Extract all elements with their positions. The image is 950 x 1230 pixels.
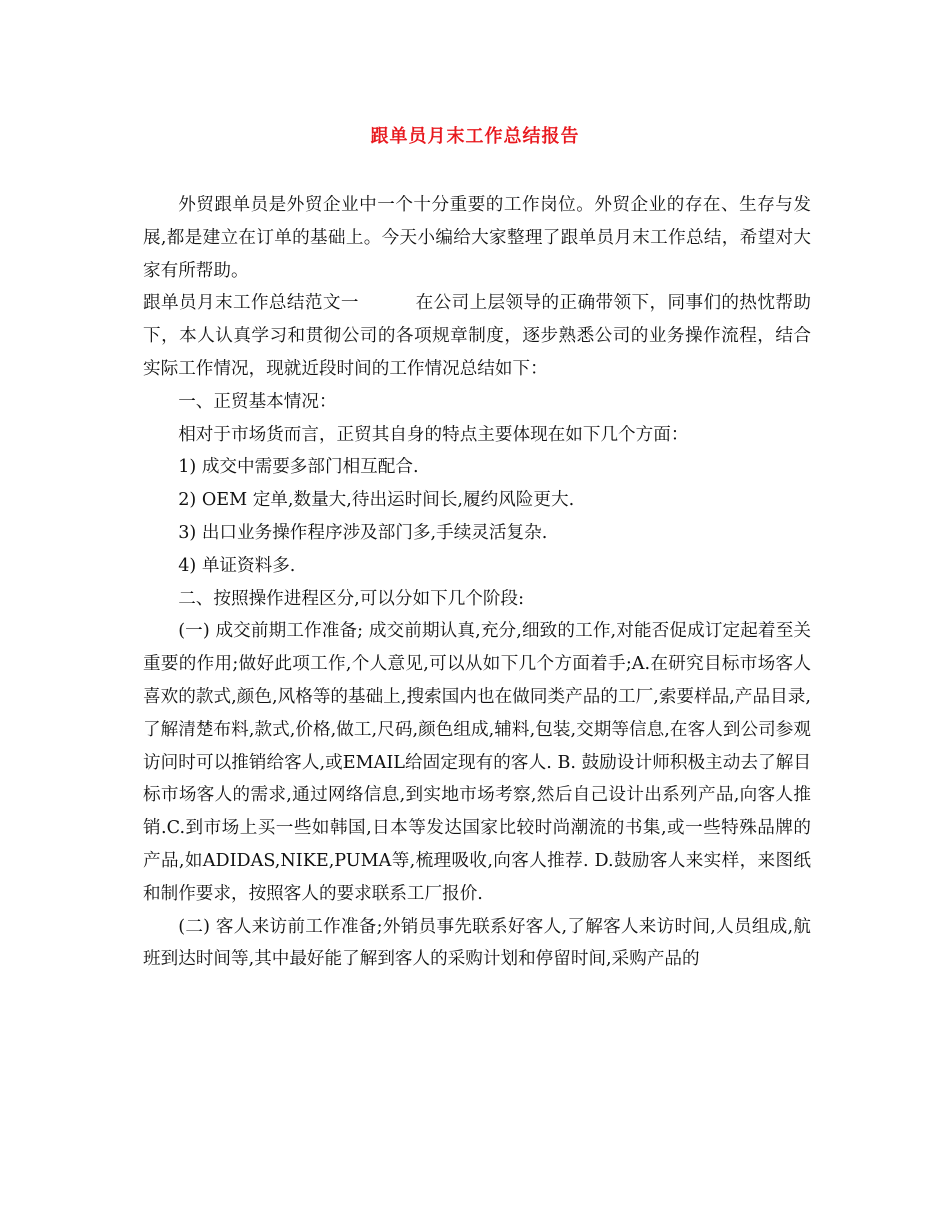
intro-paragraph: 外贸跟单员是外贸企业中一个十分重要的工作岗位。外贸企业的存在、生存与发展,都是建立在订单的基础上。今天小编给大家整理了跟单员月末工作总结，希望对大家有所帮助。 (143, 195, 811, 281)
stage2-paragraph: (二) 客人来访前工作准备;外销员事先联系好客人,了解客人来访时间,人员组成,航班到达时间等,其中最好能了解到客人的采购计划和停留时间,采购产品的 (143, 916, 811, 970)
section1-heading: 一、正贸基本情况： (178, 391, 337, 412)
section2-heading: 二、按照操作进程区分,可以分如下几个阶段: (178, 588, 524, 609)
document-title: 跟单员月末工作总结报告 (370, 126, 580, 147)
sample-heading: 跟单员月末工作总结范文一 (143, 293, 359, 314)
point-item: 1) 成交中需要多部门相互配合. (178, 457, 419, 478)
point-item: 2) OEM 定单,数量大,待出运时间长,履约风险更大. (178, 490, 575, 511)
sample-intro: 在公司上层领导的正确带领下，同事们的热忱帮助下，本人认真学习和贯彻公司的各项规章制度，逐步熟悉公司的业务操作流程，结合实际工作情况，现就近段时间的工作情况总结如下： (143, 293, 811, 379)
point-item: 4) 单证资料多. (178, 555, 296, 576)
point-item: 3) 出口业务操作程序涉及部门多,手续灵活复杂. (178, 522, 548, 543)
document-body (143, 189, 811, 976)
stage1-paragraph: (一) 成交前期工作准备; 成交前期认真,充分,细致的工作,对能否促成订定起着至关重要的作用;做好此项工作,个人意见,可以从如下几个方面着手;A.在研究目标市场客人喜欢的款式,颜色,风格等的基础上,搜索国内也在做同类产品的工厂,索要样品,产品目录,了解清楚布料,款式,价格,做工,尺码,颜色组成,辅料,包装,交期等信息,在客人到公司参观访问时可以推销给客人,或EMAIL给固定现有的客人. B. 鼓励设计师积极主动去了解目标市场客人的需求,通过网络信息,到实地市场考察,然后自己设计出系列产品,向客人推销.C.到市场上买一些如韩国,日本等发达国家比较时尚潮流的书集,或一些特殊品牌的产品,如ADIDAS,NIKE,PUMA等,梳理吸收,向客人推荐. D.鼓励客人来实样，来图纸和制作要求，按照客人的要求联系工厂报价. (143, 621, 811, 904)
section1-intro: 相对于市场货而言，正贸其自身的特点主要体现在如下几个方面： (178, 424, 689, 445)
sample-paragraph (143, 287, 811, 385)
